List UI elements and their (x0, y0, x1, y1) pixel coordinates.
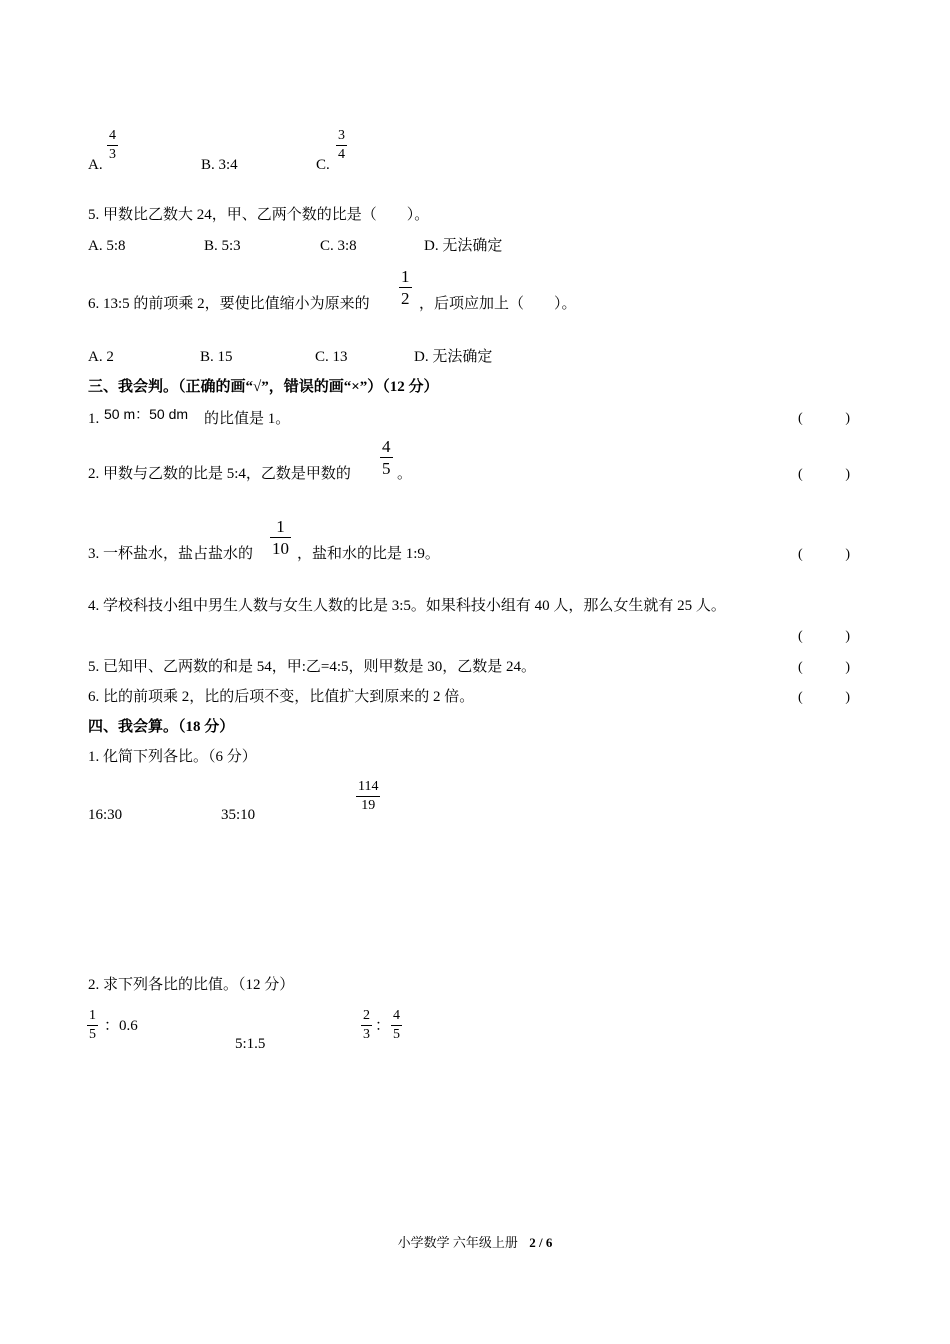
paren-close: ) (845, 467, 850, 482)
s4-sub1-expr2: 35:10 (221, 807, 256, 823)
paren-open: ( (798, 467, 803, 482)
s4-sub1-expr3-fraction (356, 780, 380, 813)
fraction-denominator: 19 (361, 798, 376, 813)
s3-item5-answer-paren[interactable] (798, 661, 850, 675)
footer-page-number: 2 (529, 1235, 536, 1250)
s3-item1-prefix: 1. (88, 411, 100, 427)
s3-item2-fraction (380, 438, 393, 477)
fraction-numerator: 4 (382, 437, 391, 456)
s3-item2-suffix: 。 (397, 466, 413, 482)
q4-option-c-label: C. (316, 157, 330, 173)
paren-close: ) (845, 629, 850, 644)
footer-text: 小学数学 六年级上册 (397, 1235, 518, 1250)
s3-item4-answer-paren[interactable] (798, 630, 850, 644)
fraction-denominator: 5 (382, 459, 391, 478)
q6-stem-before: 6. 13:5 的前项乘 2，要使比值缩小为原来的 (88, 296, 370, 312)
fraction-numerator: 1 (276, 517, 285, 536)
q4-option-a-fraction (107, 129, 118, 162)
s3-item1-answer-paren[interactable] (798, 412, 850, 426)
paren-open: ( (798, 690, 803, 705)
fraction-denominator: 3 (109, 147, 116, 162)
fraction-numerator: 2 (363, 1008, 370, 1023)
q6-option-c: C. 13 (315, 349, 348, 365)
fraction-denominator: 5 (393, 1027, 400, 1042)
paren-close: ) (845, 660, 850, 675)
s3-item3-suffix: ，盐和水的比是 1:9。 (297, 546, 440, 562)
fraction-numerator: 4 (393, 1008, 400, 1023)
fraction-numerator: 1 (89, 1008, 96, 1023)
s3-item3-answer-paren[interactable] (798, 548, 850, 562)
s3-item5-text: 5. 已知甲、乙两数的和是 54，甲:乙=4:5，则甲数是 30，乙数是 24。 (88, 659, 537, 675)
s3-item6-answer-paren[interactable] (798, 691, 850, 705)
q5-option-d: D. 无法确定 (424, 238, 503, 254)
paren-open: ( (798, 547, 803, 562)
s3-item1-suffix: 的比值是 1。 (204, 411, 291, 427)
q4-option-c-fraction (336, 129, 347, 162)
s3-item2-answer-paren[interactable] (798, 468, 850, 482)
paren-close: ) (845, 547, 850, 562)
paren-close: ) (845, 411, 850, 426)
fraction-denominator: 10 (272, 539, 289, 558)
fraction-denominator: 4 (338, 147, 345, 162)
fraction-numerator: 4 (109, 128, 116, 143)
s4-sub2-expr3-fraction1 (361, 1009, 372, 1042)
footer-total-pages: 6 (545, 1235, 553, 1250)
section3-title: 三、我会判。（正确的画“√”，错误的画“×”）（12 分） (88, 379, 439, 395)
q6-option-d: D. 无法确定 (414, 349, 493, 365)
fraction-numerator: 114 (358, 779, 379, 794)
s4-sub1-expr1: 16:30 (88, 807, 123, 823)
s4-sub2-expr3-fraction2 (391, 1009, 402, 1042)
q6-option-a: A. 2 (88, 349, 114, 365)
s4-sub2-expr1-fraction (87, 1009, 98, 1042)
footer-separator: / (535, 1235, 546, 1250)
paren-open: ( (798, 629, 803, 644)
q6-option-b: B. 15 (200, 349, 233, 365)
s4-sub2-expr3-colon: ： (375, 1018, 391, 1034)
paren-close: ) (845, 690, 850, 705)
fraction-denominator: 3 (363, 1027, 370, 1042)
q5-option-b: B. 5:3 (204, 238, 241, 254)
s3-item3-prefix: 3. 一杯盐水，盐占盐水的 (88, 546, 254, 562)
s3-item4-text: 4. 学校科技小组中男生人数与女生人数的比是 3:5。如果科技小组有 40 人，那么女生就有 25 人。 (88, 598, 726, 614)
q5-stem: 5. 甲数比乙数大 24，甲、乙两个数的比是（ ）。 (88, 207, 430, 223)
q4-option-a-label: A. (88, 157, 103, 173)
s4-sub2-expr1-rest: ：0.6 (104, 1018, 138, 1034)
s3-item2-prefix: 2. 甲数与乙数的比是 5:4，乙数是甲数的 (88, 466, 351, 482)
q6-stem-after: ，后项应加上（ ）。 (419, 296, 577, 312)
s4-sub1-title: 1. 化简下列各比。（6 分） (88, 749, 257, 765)
fraction-numerator: 3 (338, 128, 345, 143)
s3-item1-expr: 50 m：50 dm (104, 406, 189, 422)
q4-option-b: B. 3:4 (201, 157, 238, 173)
s4-sub2-title: 2. 求下列各比的比值。（12 分） (88, 977, 295, 993)
fraction-numerator: 1 (401, 267, 410, 286)
q5-option-a: A. 5:8 (88, 238, 126, 254)
paren-open: ( (798, 660, 803, 675)
q5-option-c: C. 3:8 (320, 238, 357, 254)
q6-fraction (399, 268, 412, 307)
section4-title: 四、我会算。（18 分） (88, 719, 235, 735)
paren-open: ( (798, 411, 803, 426)
fraction-denominator: 2 (401, 289, 410, 308)
fraction-denominator: 5 (89, 1027, 96, 1042)
s4-sub2-expr2: 5:1.5 (235, 1036, 266, 1052)
page-footer (0, 1232, 950, 1251)
s3-item3-fraction (270, 518, 291, 557)
s3-item6-text: 6. 比的前项乘 2，比的后项不变，比值扩大到原来的 2 倍。 (88, 689, 475, 705)
